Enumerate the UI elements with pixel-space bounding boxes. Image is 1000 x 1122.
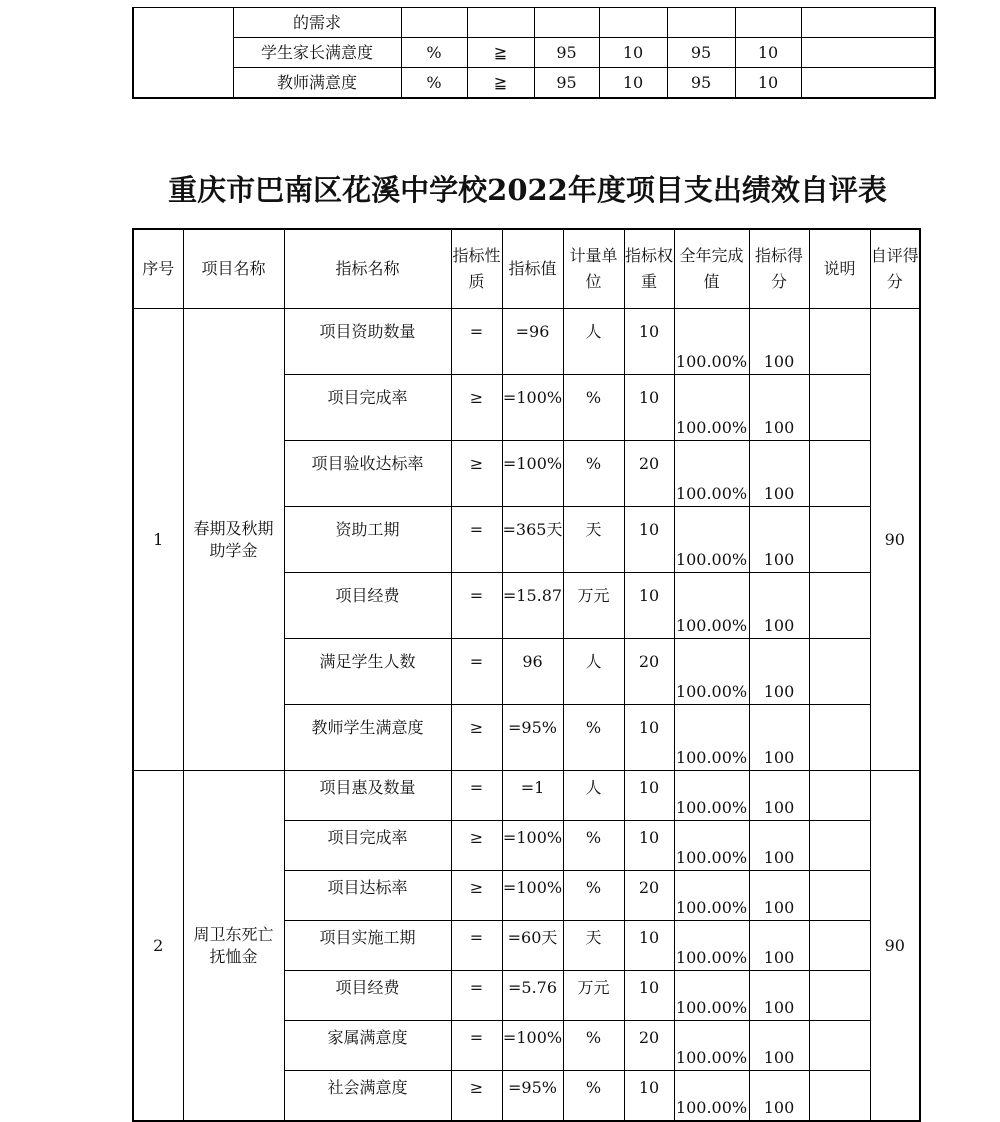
cell-actual (667, 8, 735, 38)
indicator-value: =60天 (502, 921, 563, 971)
indicator-nature: ≥ (451, 871, 502, 921)
header-cell: 指标名称 (284, 229, 451, 309)
note-cell (809, 1071, 870, 1122)
note-cell (809, 871, 870, 921)
cell-name: 学生家长满意度 (233, 38, 401, 68)
empty-cell (801, 68, 935, 99)
empty-cell (133, 8, 233, 99)
indicator-score: 100 (749, 507, 809, 573)
indicator-score: 100 (749, 639, 809, 705)
indicator-name: 教师学生满意度 (284, 705, 451, 771)
header-cell: 全年完成值 (674, 229, 749, 309)
previous-table-fragment (132, 7, 936, 99)
indicator-weight: 20 (624, 1021, 674, 1071)
indicator-value: 96 (502, 639, 563, 705)
indicator-nature: ≥ (451, 1071, 502, 1122)
indicator-score: 100 (749, 1071, 809, 1122)
indicator-weight: 10 (624, 375, 674, 441)
header-cell: 自评得分 (870, 229, 920, 309)
indicator-value: =96 (502, 309, 563, 375)
indicator-nature: = (451, 1021, 502, 1071)
indicator-name: 项目资助数量 (284, 309, 451, 375)
header-cell: 序号 (133, 229, 183, 309)
cell-score: 10 (735, 38, 801, 68)
annual-actual: 100.00% (674, 573, 749, 639)
indicator-nature: ≥ (451, 705, 502, 771)
annual-actual: 100.00% (674, 921, 749, 971)
indicator-value: =100% (502, 375, 563, 441)
self-score: 90 (870, 309, 920, 771)
cell-name: 教师满意度 (233, 68, 401, 99)
indicator-name: 项目经费 (284, 573, 451, 639)
indicator-unit: % (563, 871, 624, 921)
note-cell (809, 821, 870, 871)
cell-weight: 10 (599, 38, 667, 68)
cell-target (534, 8, 599, 38)
indicator-name: 满足学生人数 (284, 639, 451, 705)
row-number: 2 (133, 771, 183, 1122)
note-cell (809, 573, 870, 639)
note-cell (809, 971, 870, 1021)
indicator-score: 100 (749, 573, 809, 639)
cell-unit: % (401, 38, 467, 68)
indicator-unit: 万元 (563, 573, 624, 639)
indicator-weight: 10 (624, 507, 674, 573)
indicator-weight: 10 (624, 573, 674, 639)
indicator-nature: = (451, 639, 502, 705)
indicator-unit: % (563, 375, 624, 441)
indicator-nature: ≥ (451, 375, 502, 441)
header-cell: 计量单位 (563, 229, 624, 309)
header-row (133, 229, 920, 309)
indicator-value: =100% (502, 1021, 563, 1071)
header-cell: 指标得分 (749, 229, 809, 309)
indicator-name: 家属满意度 (284, 1021, 451, 1071)
indicator-unit: 天 (563, 507, 624, 573)
header-cell: 指标权重 (624, 229, 674, 309)
indicator-value: =100% (502, 871, 563, 921)
annual-actual: 100.00% (674, 441, 749, 507)
indicator-name: 项目经费 (284, 971, 451, 1021)
table-row (133, 8, 935, 38)
indicator-score: 100 (749, 921, 809, 971)
indicator-value: =365天 (502, 507, 563, 573)
header-cell: 指标值 (502, 229, 563, 309)
cell-score (735, 8, 801, 38)
header-cell: 指标性质 (451, 229, 502, 309)
annual-actual: 100.00% (674, 971, 749, 1021)
annual-actual: 100.00% (674, 771, 749, 821)
annual-actual: 100.00% (674, 871, 749, 921)
project-name: 周卫东死亡抚恤金 (183, 771, 284, 1122)
indicator-score: 100 (749, 871, 809, 921)
indicator-score: 100 (749, 375, 809, 441)
performance-table (132, 228, 921, 1122)
empty-cell (801, 38, 935, 68)
annual-actual: 100.00% (674, 705, 749, 771)
indicator-name: 项目实施工期 (284, 921, 451, 971)
note-cell (809, 507, 870, 573)
cell-op (467, 8, 534, 38)
indicator-unit: % (563, 1021, 624, 1071)
indicator-weight: 20 (624, 441, 674, 507)
cell-score: 10 (735, 68, 801, 99)
indicator-value: =15.87 (502, 573, 563, 639)
self-score: 90 (870, 771, 920, 1122)
page-title: 重庆市巴南区花溪中学校2022年度项目支出绩效自评表 (168, 173, 887, 207)
cell-name: 的需求 (233, 8, 401, 38)
indicator-unit: % (563, 821, 624, 871)
row-number: 1 (133, 309, 183, 771)
table-row (133, 68, 935, 99)
indicator-unit: 人 (563, 309, 624, 375)
indicator-weight: 10 (624, 1071, 674, 1122)
indicator-nature: = (451, 921, 502, 971)
project-name: 春期及秋期助学金 (183, 309, 284, 771)
indicator-name: 项目完成率 (284, 821, 451, 871)
cell-op: ≧ (467, 68, 534, 99)
cell-actual: 95 (667, 68, 735, 99)
indicator-weight: 10 (624, 821, 674, 871)
indicator-score: 100 (749, 309, 809, 375)
indicator-weight: 20 (624, 871, 674, 921)
note-cell (809, 375, 870, 441)
indicator-score: 100 (749, 821, 809, 871)
indicator-nature: = (451, 971, 502, 1021)
indicator-unit: % (563, 1071, 624, 1122)
annual-actual: 100.00% (674, 821, 749, 871)
cell-unit: % (401, 68, 467, 99)
indicator-name: 项目达标率 (284, 871, 451, 921)
indicator-score: 100 (749, 971, 809, 1021)
note-cell (809, 705, 870, 771)
note-cell (809, 771, 870, 821)
annual-actual: 100.00% (674, 1021, 749, 1071)
indicator-weight: 20 (624, 639, 674, 705)
indicator-name: 项目验收达标率 (284, 441, 451, 507)
indicator-score: 100 (749, 441, 809, 507)
indicator-weight: 10 (624, 705, 674, 771)
note-cell (809, 1021, 870, 1071)
indicator-value: =95% (502, 1071, 563, 1122)
note-cell (809, 921, 870, 971)
indicator-name: 项目惠及数量 (284, 771, 451, 821)
annual-actual: 100.00% (674, 1071, 749, 1122)
cell-target: 95 (534, 68, 599, 99)
indicator-nature: = (451, 507, 502, 573)
cell-weight: 10 (599, 68, 667, 99)
indicator-weight: 10 (624, 921, 674, 971)
indicator-unit: 万元 (563, 971, 624, 1021)
indicator-value: =100% (502, 821, 563, 871)
indicator-unit: 天 (563, 921, 624, 971)
indicator-nature: ≥ (451, 441, 502, 507)
header-cell: 项目名称 (183, 229, 284, 309)
indicator-nature: ≥ (451, 821, 502, 871)
cell-target: 95 (534, 38, 599, 68)
cell-weight (599, 8, 667, 38)
note-cell (809, 441, 870, 507)
table-row (133, 309, 920, 375)
indicator-value: =100% (502, 441, 563, 507)
indicator-unit: 人 (563, 771, 624, 821)
cell-unit (401, 8, 467, 38)
annual-actual: 100.00% (674, 507, 749, 573)
indicator-unit: 人 (563, 639, 624, 705)
indicator-value: =5.76 (502, 971, 563, 1021)
indicator-nature: = (451, 771, 502, 821)
header-cell: 说明 (809, 229, 870, 309)
indicator-score: 100 (749, 705, 809, 771)
annual-actual: 100.00% (674, 639, 749, 705)
indicator-value: =95% (502, 705, 563, 771)
indicator-value: =1 (502, 771, 563, 821)
indicator-score: 100 (749, 1021, 809, 1071)
indicator-weight: 10 (624, 309, 674, 375)
empty-cell (801, 8, 935, 38)
note-cell (809, 309, 870, 375)
indicator-name: 社会满意度 (284, 1071, 451, 1122)
indicator-name: 项目完成率 (284, 375, 451, 441)
table-row (133, 771, 920, 821)
indicator-score: 100 (749, 771, 809, 821)
indicator-nature: = (451, 309, 502, 375)
annual-actual: 100.00% (674, 375, 749, 441)
indicator-name: 资助工期 (284, 507, 451, 573)
indicator-nature: = (451, 573, 502, 639)
note-cell (809, 639, 870, 705)
indicator-weight: 10 (624, 771, 674, 821)
cell-actual: 95 (667, 38, 735, 68)
annual-actual: 100.00% (674, 309, 749, 375)
indicator-weight: 10 (624, 971, 674, 1021)
indicator-unit: % (563, 705, 624, 771)
table-row (133, 38, 935, 68)
indicator-unit: % (563, 441, 624, 507)
cell-op: ≧ (467, 38, 534, 68)
